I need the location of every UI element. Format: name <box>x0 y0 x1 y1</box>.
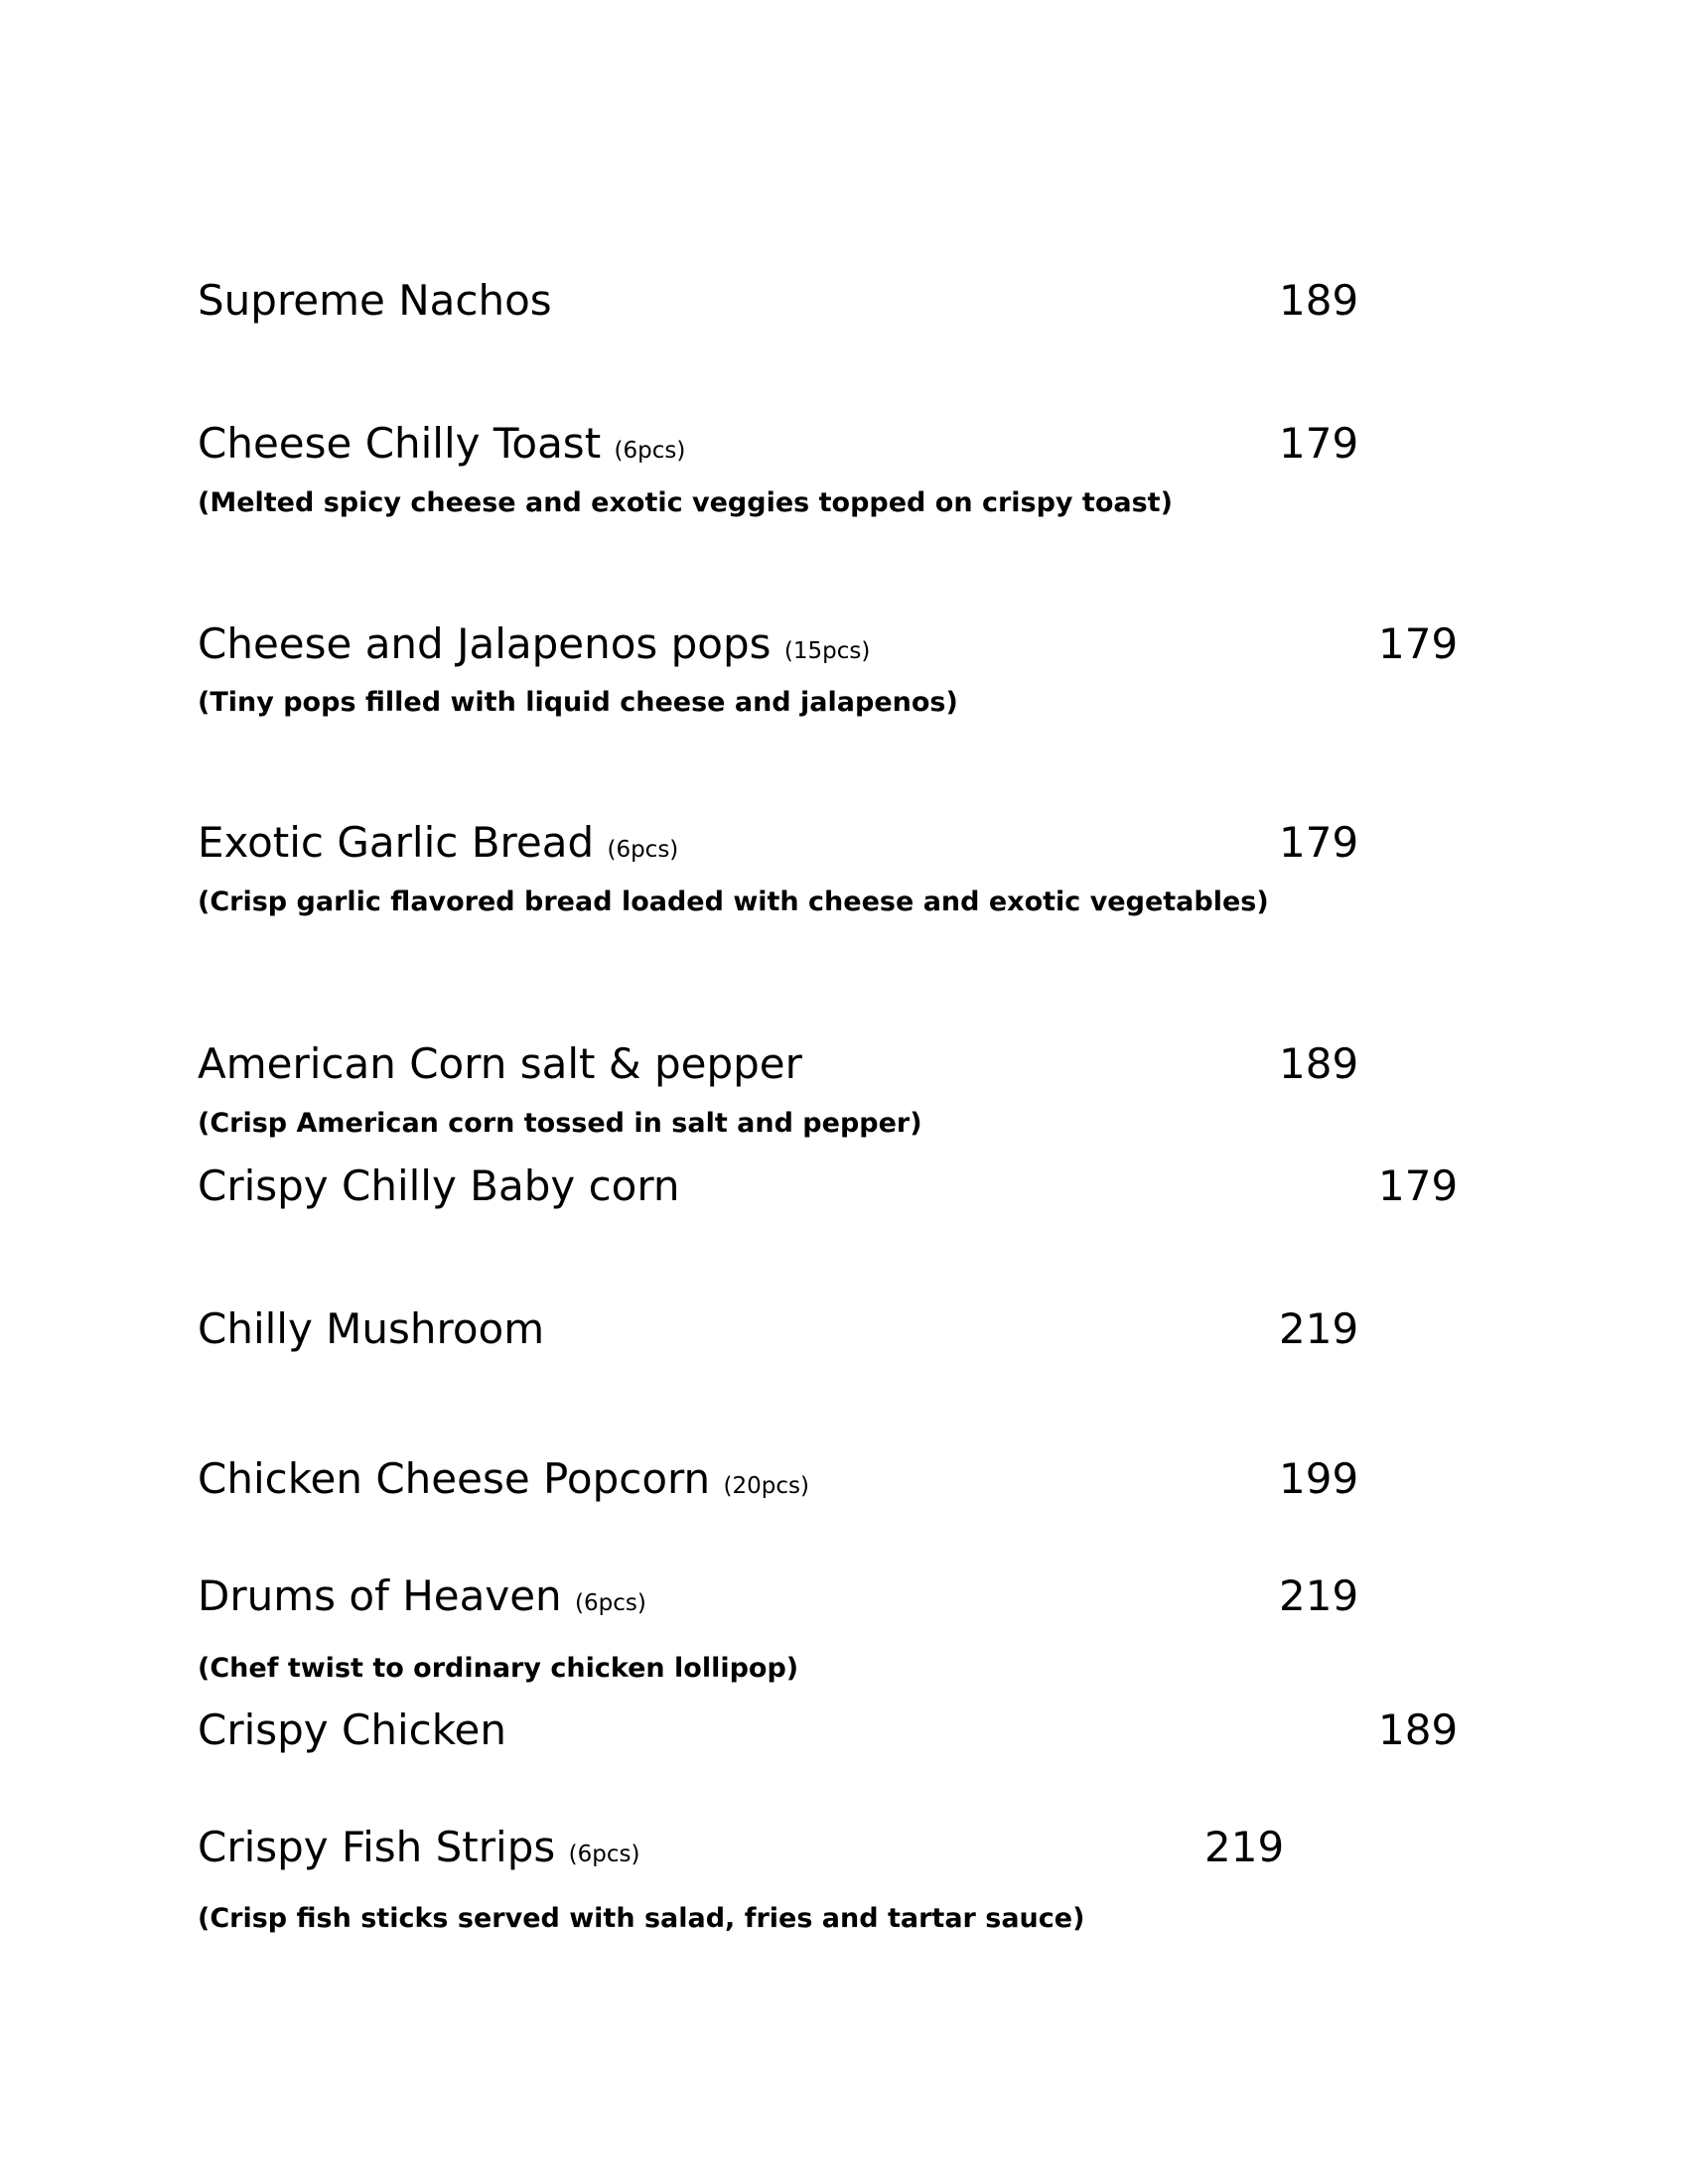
item-name-text: Cheese and Jalapenos pops <box>198 619 772 668</box>
item-price: 179 <box>1378 1161 1459 1210</box>
item-name-text: Chicken Cheese Popcorn <box>198 1454 711 1503</box>
item-name <box>198 276 552 325</box>
item-description: (Crisp garlic flavored bread loaded with cheese and exotic vegetables) <box>198 887 1269 917</box>
item-name <box>198 1039 802 1088</box>
item-name <box>198 1571 646 1624</box>
item-quantity: (6pcs) <box>607 837 679 863</box>
item-price: 189 <box>1279 1039 1359 1088</box>
item-name-text: Crispy Chilly Baby corn <box>198 1161 680 1210</box>
item-description: (Crisp American corn tossed in salt and pepper) <box>198 1108 922 1139</box>
item-description: (Crisp fish sticks served with salad, fries and tartar sauce) <box>198 1903 1085 1934</box>
item-name <box>198 1823 640 1875</box>
item-quantity: (6pcs) <box>568 1842 640 1867</box>
item-name-text: Cheese Chilly Toast <box>198 419 602 468</box>
item-name-text: American Corn salt & pepper <box>198 1039 802 1088</box>
item-name-text: Crispy Fish Strips <box>198 1823 556 1871</box>
item-price: 189 <box>1378 1706 1459 1754</box>
item-price: 179 <box>1378 619 1459 668</box>
item-name-text: Exotic Garlic Bread <box>198 818 595 867</box>
item-name <box>198 1304 545 1353</box>
item-quantity: (6pcs) <box>575 1590 646 1616</box>
item-name-text: Drums of Heaven <box>198 1571 562 1620</box>
item-price: 179 <box>1279 419 1359 468</box>
item-name-text: Supreme Nachos <box>198 276 552 325</box>
item-price: 199 <box>1279 1454 1359 1503</box>
item-description: (Melted spicy cheese and exotic veggies topped on crispy toast) <box>198 487 1173 518</box>
item-price: 189 <box>1279 276 1359 325</box>
item-name <box>198 1454 809 1507</box>
item-quantity: (6pcs) <box>614 438 686 464</box>
item-name <box>198 619 871 672</box>
item-name <box>198 1706 507 1754</box>
item-description: (Tiny pops filled with liquid cheese and jalapenos) <box>198 687 958 718</box>
item-name-text: Chilly Mushroom <box>198 1304 545 1353</box>
item-price: 219 <box>1279 1304 1359 1353</box>
item-price: 179 <box>1279 818 1359 867</box>
item-quantity: (15pcs) <box>783 638 871 664</box>
item-name-text: Crispy Chicken <box>198 1706 507 1754</box>
item-name <box>198 1161 680 1210</box>
item-name <box>198 419 686 472</box>
item-description: (Chef twist to ordinary chicken lollipop) <box>198 1653 799 1684</box>
item-quantity: (20pcs) <box>723 1473 809 1499</box>
item-price: 219 <box>1279 1571 1359 1620</box>
item-name <box>198 818 679 871</box>
item-price: 219 <box>1204 1823 1285 1871</box>
